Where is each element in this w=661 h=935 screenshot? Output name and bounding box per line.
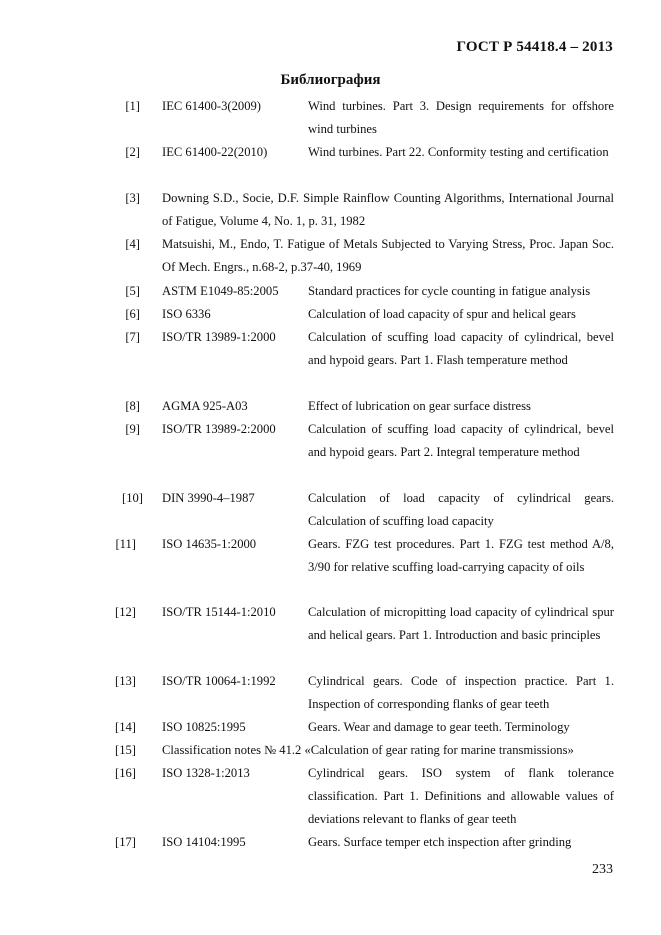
entry-number: [5] (125, 284, 140, 298)
entry-number: [16] (115, 766, 136, 780)
entry-description: Wind turbines. Part 3. Design requirements for offshore wind turbines (308, 99, 614, 136)
entry-number: [14] (115, 720, 136, 734)
entry-code: ISO 6336 (162, 307, 211, 321)
entry-description: Gears. Surface temper etch inspection after grinding (308, 835, 572, 849)
entry-number: [17] (115, 835, 136, 849)
entry-number: [13] (115, 674, 136, 688)
entry-code: ISO/TR 10064-1:1992 (162, 674, 276, 688)
entry-code: ISO/TR 15144-1:2010 (162, 605, 276, 619)
entry-description: Standard practices for cycle counting in fatigue analysis (308, 284, 591, 298)
entry-code: IEC 61400-3(2009) (162, 99, 261, 113)
entry-citation: Downing S.D., Socie, D.F. Simple Rainflow Counting Algorithms, International Journal of Fatigue, Volume 4, No. 1, p. 31, 1982 (162, 191, 614, 228)
entry-code: ASTM E1049-85:2005 (162, 284, 279, 298)
entry-code: ISO/TR 13989-2:2000 (162, 422, 276, 436)
entry-code: IEC 61400-22(2010) (162, 145, 268, 159)
entry-citation: Classification notes № 41.2 «Calculation of gear rating for marine transmissions» (162, 743, 574, 757)
entry-description: Cylindrical gears. Code of inspection practice. Part 1. Inspection of corresponding flanks of gear teeth (308, 674, 614, 711)
page-title: Библиография (280, 72, 381, 88)
entry-description: Calculation of scuffing load capacity of cylindrical, bevel and hypoid gears. Part 1. Flash temperature method (308, 330, 614, 367)
entry-code: AGMA 925-A03 (162, 399, 248, 413)
entry-description: Calculation of load capacity of spur and helical gears (308, 307, 576, 321)
entry-number: [8] (125, 399, 140, 413)
entry-number: [15] (115, 743, 136, 757)
entry-code: ISO 14104:1995 (162, 835, 246, 849)
entry-number: [2] (125, 145, 140, 159)
entry-citation: Matsuishi, M., Endo, T. Fatigue of Metals Subjected to Varying Stress, Proc. Japan Soc. Of Mech. Engrs., n.68-2, p.37-40, 1969 (162, 237, 614, 274)
entry-code: DIN 3990-4–1987 (162, 491, 255, 505)
entry-description: Calculation of scuffing load capacity of cylindrical, bevel and hypoid gears. Part 2. Integral temperature method (308, 422, 614, 459)
entry-description: Effect of lubrication on gear surface distress (308, 399, 531, 413)
entry-number: [11] (115, 537, 136, 551)
page-number: 233 (592, 862, 613, 877)
entry-number: [3] (125, 191, 140, 205)
entry-number: [1] (125, 99, 140, 113)
entry-number: [7] (125, 330, 140, 344)
entry-description: Calculation of load capacity of cylindrical gears. Calculation of scuffing load capacity (308, 491, 614, 528)
entry-description: Gears. Wear and damage to gear teeth. Terminology (308, 720, 570, 734)
entry-number: [9] (125, 422, 140, 436)
entry-description: Calculation of micropitting load capacity of cylindrical spur and helical gears. Part 1. Introduction and basic principles (308, 605, 614, 642)
entry-number: [4] (125, 237, 140, 251)
entry-description: Gears. FZG test procedures. Part 1. FZG test method A/8, 3/90 for relative scuffing load-carrying capacity of oils (308, 537, 614, 574)
entry-code: ISO 14635-1:2000 (162, 537, 257, 551)
entry-code: ISO/TR 13989-1:2000 (162, 330, 276, 344)
document-header: ГОСТ Р 54418.4 – 2013 (456, 39, 613, 55)
entry-number: [6] (125, 307, 140, 321)
entry-code: ISO 1328-1:2013 (162, 766, 250, 780)
entry-code: ISO 10825:1995 (162, 720, 246, 734)
entry-number: [10] (122, 491, 143, 505)
entry-number: [12] (115, 605, 136, 619)
entry-description: Cylindrical gears. ISO system of flank tolerance classification. Part 1. Definitions and allowable values of deviations relevant to flanks of gear teeth (308, 766, 614, 826)
entry-description: Wind turbines. Part 22. Conformity testing and certification (308, 145, 609, 159)
